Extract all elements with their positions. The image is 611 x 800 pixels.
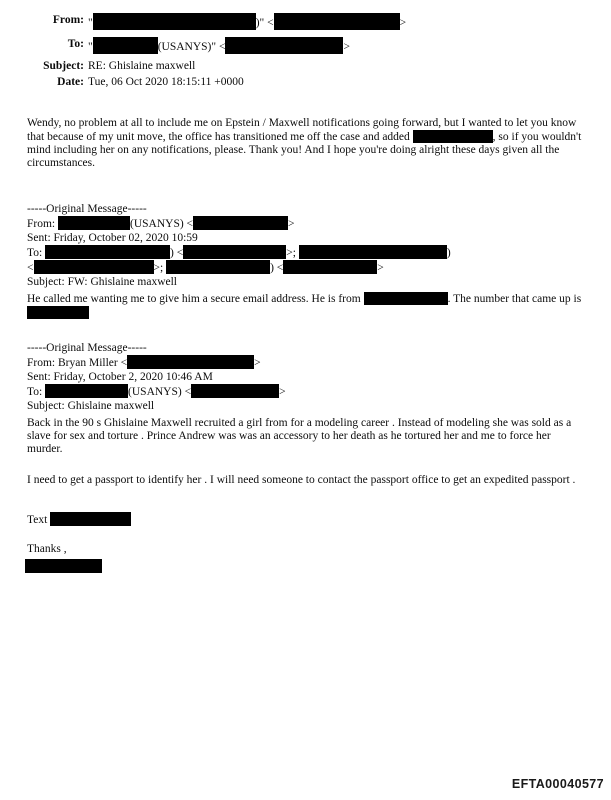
msg2-to-prefix: To: — [27, 386, 46, 398]
msg1-to-separator: >; — [286, 247, 299, 259]
email-header — [0, 13, 600, 90]
from-separator: )" < — [255, 17, 274, 29]
msg1-to-separator: ) < — [270, 262, 284, 274]
from-value — [88, 13, 600, 31]
redaction-bar — [274, 13, 400, 30]
subject-label: Subject: — [43, 60, 84, 72]
msg1-from-prefix: From: — [27, 218, 58, 230]
msg1-from-mid: (USANYS) < — [130, 218, 194, 230]
redaction-bar — [193, 216, 288, 230]
from-open-quote: " — [88, 17, 93, 29]
msg1-to-prefix: To: — [27, 247, 46, 259]
to-separator: (USANYS)" < — [157, 41, 226, 53]
redaction-bar — [299, 245, 447, 259]
quoted-message-1-header — [27, 202, 587, 289]
header-row-from — [0, 13, 600, 31]
redaction-bar — [364, 292, 448, 305]
redaction-bar — [27, 306, 89, 319]
redaction-bar — [93, 37, 158, 54]
msg2-to-line — [27, 384, 587, 399]
msg1-to-separator: ) < — [170, 247, 184, 259]
msg2-text-line — [27, 512, 587, 528]
msg2-from-prefix: From: Bryan Miller < — [27, 357, 128, 369]
msg2-text-prefix: Text — [27, 514, 51, 526]
quoted-message-2-header — [27, 341, 587, 413]
redaction-bar — [58, 216, 130, 230]
redaction-bar — [191, 384, 279, 398]
redaction-bar — [225, 37, 343, 54]
header-row-date — [0, 75, 600, 90]
redaction-bar — [93, 13, 256, 30]
bates-number: EFTA00040577 — [511, 777, 604, 791]
intro-text-after: , so if you wouldn't mind including her on any notifications, please. Thank you! And I hope you're doing alright these days given all the circumstances. — [27, 131, 582, 169]
original-message-separator: -----Original Message----- — [27, 342, 147, 354]
msg1-to-separator: >; — [153, 262, 167, 274]
from-close-bracket: > — [399, 17, 407, 29]
msg1-from-suffix: > — [288, 218, 295, 230]
redaction-bar — [183, 245, 286, 259]
original-message-separator: -----Original Message----- — [27, 203, 147, 215]
msg1-to-separator: > — [377, 262, 384, 274]
subject-value: RE: Ghislaine maxwell — [88, 60, 196, 72]
to-open-quote: " — [88, 41, 93, 53]
msg2-to-mid: (USANYS) < — [128, 386, 192, 398]
header-row-to — [0, 37, 600, 55]
redaction-bar — [25, 559, 102, 573]
msg1-from-line — [27, 216, 587, 231]
msg1-to-separator: < — [27, 262, 34, 274]
msg1-note-mid: . The number that came up is — [447, 293, 582, 305]
msg2-from-suffix: > — [254, 357, 261, 369]
intro-text-before: Wendy, no problem at all to include me on Epstein / Maxwell notifications going forward, but I wanted to let you know that because of my unit move, the office has transitioned me off the case and added — [27, 117, 577, 143]
msg1-body-paragraph — [27, 292, 587, 320]
redaction-bar — [413, 130, 493, 143]
date-value: Tue, 06 Oct 2020 18:15:11 +0000 — [88, 76, 244, 88]
redaction-bar — [166, 260, 270, 274]
to-close-bracket: > — [343, 41, 350, 53]
msg2-passport-paragraph: I need to get a passport to identify her . I will need someone to contact the passport office to get an expedited passport . — [27, 474, 576, 486]
to-value — [88, 37, 600, 55]
msg2-to-suffix: > — [279, 386, 286, 398]
msg2-from-line — [27, 355, 587, 370]
redaction-bar — [50, 512, 131, 526]
msg2-closing: Thanks , — [27, 543, 67, 555]
msg1-subject-line: Subject: FW: Ghislaine maxwell — [27, 276, 178, 288]
msg2-sent-line: Sent: Friday, October 2, 2020 10:46 AM — [27, 371, 213, 383]
intro-paragraph — [27, 117, 587, 170]
msg1-note-before: He called me wanting me to give him a secure email address. He is from — [27, 293, 364, 305]
date-label: Date: — [57, 76, 84, 88]
msg1-sent-line: Sent: Friday, October 02, 2020 10:59 — [27, 232, 198, 244]
msg2-subject-line: Subject: Ghislaine maxwell — [27, 400, 155, 412]
to-label: To: — [67, 38, 84, 50]
redaction-bar — [283, 260, 377, 274]
redaction-bar — [45, 384, 128, 398]
msg2-allegation-paragraph: Back in the 90 s Ghislaine Maxwell recruited a girl from for a modeling career . Instead of modeling she was sold as a slave for sex and torture . Prince Andrew was was an accessory to her death as he tortured her and me to force her murder. — [27, 417, 572, 455]
msg1-to-line-2 — [27, 260, 587, 275]
from-label: From: — [52, 14, 84, 26]
header-row-subject — [0, 59, 600, 74]
redaction-bar — [127, 355, 254, 369]
redaction-bar — [45, 245, 170, 259]
redaction-bar — [34, 260, 154, 274]
msg1-to-line-1 — [27, 245, 587, 260]
msg1-to-separator: ) — [446, 247, 451, 259]
